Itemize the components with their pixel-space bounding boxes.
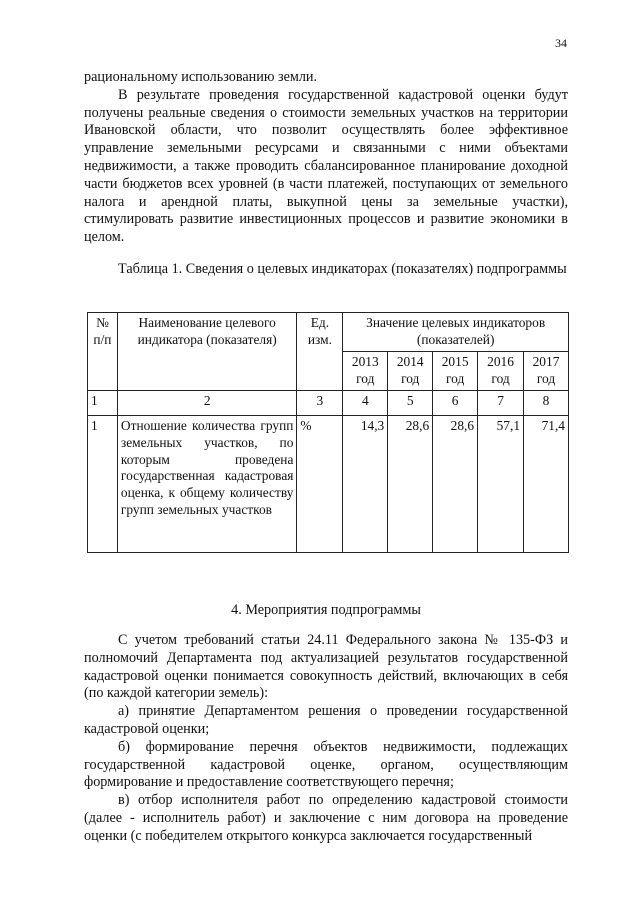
header-year: 2015 год xyxy=(433,352,478,391)
page-number: 34 xyxy=(555,36,567,50)
column-number: 3 xyxy=(297,391,343,416)
header-name: Наименование целевого индикатора (показателя) xyxy=(117,313,297,391)
header-num: № п/п xyxy=(88,313,118,391)
table-header-row xyxy=(88,313,569,352)
header-year: 2016 год xyxy=(478,352,524,391)
header-year: 2014 год xyxy=(388,352,433,391)
row-value: 28,6 xyxy=(388,416,433,553)
header-values: Значение целевых индикаторов (показателей) xyxy=(343,313,569,352)
column-number: 7 xyxy=(478,391,524,416)
paragraph: рациональному использованию земли. xyxy=(84,69,318,85)
paragraph: в) отбор исполнителя работ по определению кадастровой стоимости (далее - исполнитель работ) и заключение с ним договора на проведение оценки (с победителем открытого конкурса заключается государственный xyxy=(84,792,568,844)
indicators-table xyxy=(87,312,569,553)
section-title: 4. Мероприятия подпрограммы xyxy=(231,602,421,618)
column-number: 6 xyxy=(433,391,478,416)
header-year: 2013 год xyxy=(343,352,388,391)
column-number: 2 xyxy=(117,391,297,416)
table-column-numbers-row xyxy=(88,391,569,416)
row-value: 28,6 xyxy=(433,416,478,553)
header-unit: Ед. изм. xyxy=(297,313,343,391)
intro-text xyxy=(84,69,568,247)
column-number: 4 xyxy=(343,391,388,416)
table-caption: Таблица 1. Сведения о целевых индикаторах (показателях) подпрограммы xyxy=(118,261,567,277)
column-number: 5 xyxy=(388,391,433,416)
column-number: 8 xyxy=(524,391,569,416)
row-name: Отношение количества групп земельных участков, по которым проведена государственная кадастровая оценка, к общему количеству групп земельных участков xyxy=(117,416,297,553)
row-unit: % xyxy=(297,416,343,553)
row-value: 14,3 xyxy=(343,416,388,553)
row-value: 71,4 xyxy=(524,416,569,553)
paragraph: С учетом требований статьи 24.11 Федерального закона № 135-ФЗ и полномочий Департамента под актуализацией результатов государственной кадастровой оценки понимается совокупность действий, включающих в себя (по каждой категории земель): xyxy=(84,632,568,702)
measures-text xyxy=(84,632,568,846)
column-number: 1 xyxy=(88,391,118,416)
row-num: 1 xyxy=(88,416,118,553)
paragraph: В результате проведения государственной кадастровой оценки будут получены реальные сведения о стоимости земельных участков на территории Ивановской области, что позволит осуществлять более эффективное управление земельными ресурсами и связанными с ними объектами недвижимости, а также проводить сбалансированное планирование доходной части бюджетов всех уровней (в части платежей, поступающих от земельного налога и арендной платы, выкупной цены за земельные участки), стимулировать развитие инвестиционных процессов и развитие экономики в целом. xyxy=(84,86,568,246)
row-value: 57,1 xyxy=(478,416,524,553)
paragraph: а) принятие Департаментом решения о проведении государственной кадастровой оценки; xyxy=(84,703,568,737)
paragraph: б) формирование перечня объектов недвижимости, подлежащих государственной кадастровой оценке, органом, осуществляющим формирование и предоставление соответствующего перечня; xyxy=(84,738,568,791)
header-year: 2017 год xyxy=(524,352,569,391)
table-row xyxy=(88,416,569,553)
